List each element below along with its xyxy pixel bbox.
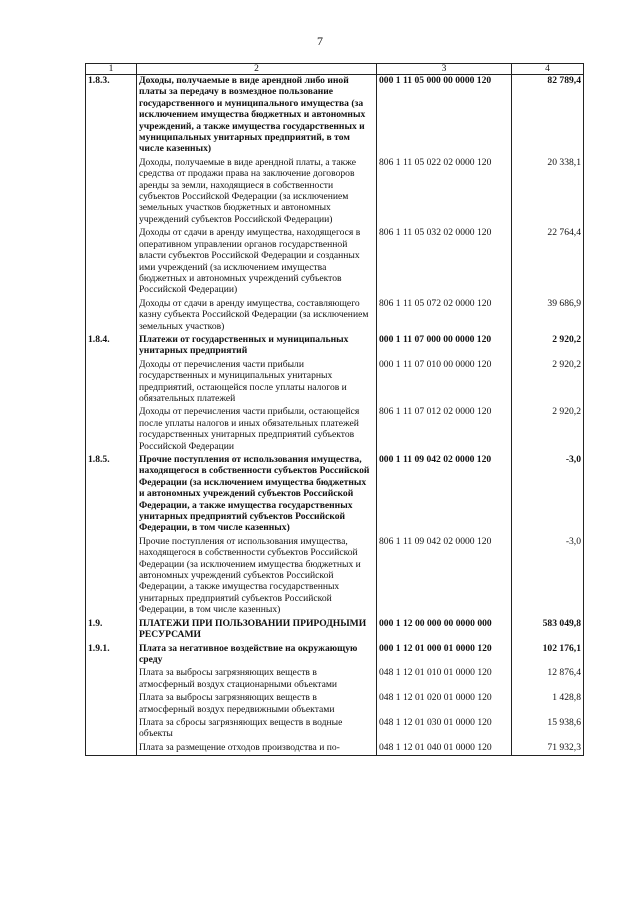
row-code-cell: 806 1 11 09 042 02 0000 120 <box>377 536 512 618</box>
row-code-cell: 000 1 11 07 000 00 0000 120 <box>377 334 512 359</box>
table-row <box>86 536 584 618</box>
table-row <box>86 406 584 454</box>
row-number-cell: 1.9.1. <box>86 643 137 668</box>
table-row <box>86 692 584 717</box>
row-description-cell: Прочие поступления от использования имущества, находящегося в собственности субъектов Российской Федерации (за исключением имущества бюджетных и автономных учреждений субъектов Российской Федерации, а также имущества государственных унитарных предприятий субъектов Российской Федерации, в том числе казенных) <box>137 454 377 536</box>
row-number-cell: 1.9. <box>86 618 137 643</box>
row-description-cell: Доходы от сдачи в аренду имущества, составляющего казну субъекта Российской Федерации (за исключением земельных участков) <box>137 298 377 334</box>
header-column-4: 4 <box>512 64 584 75</box>
row-code-cell: 048 1 12 01 030 01 0000 120 <box>377 717 512 742</box>
row-description-cell: Доходы, получаемые в виде арендной либо иной платы за передачу в возмездное пользование государственного и муниципального имущества (за исключением имущества бюджетных и автономных учреждений, а также имущества государственных и муниципальных унитарных предприятий, в том числе казенных) <box>137 75 377 157</box>
row-number-cell: 1.8.3. <box>86 75 137 157</box>
row-code-cell: 806 1 11 05 072 02 0000 120 <box>377 298 512 334</box>
row-number-cell <box>86 717 137 742</box>
row-description-cell: Плата за сбросы загрязняющих веществ в водные объекты <box>137 717 377 742</box>
row-amount-cell: 82 789,4 <box>512 75 584 157</box>
row-code-cell: 048 1 12 01 020 01 0000 120 <box>377 692 512 717</box>
row-code-cell: 000 1 12 01 000 01 0000 120 <box>377 643 512 668</box>
row-description-cell: Платежи от государственных и муниципальных унитарных предприятий <box>137 334 377 359</box>
row-description-cell: Доходы от сдачи в аренду имущества, находящегося в оперативном управлении органов государственной власти субъектов Российской Федерации и созданных ими учреждений (за исключением имущества бюджетных и автономных учреждений субъектов Российской Федерации) <box>137 227 377 297</box>
header-column-2: 2 <box>137 64 377 75</box>
row-amount-cell: 39 686,9 <box>512 298 584 334</box>
table-row <box>86 618 584 643</box>
row-description-cell: Доходы от перечисления части прибыли, остающейся после уплаты налогов и иных обязательных платежей государственных унитарных предприятий субъектов Российской Федерации <box>137 406 377 454</box>
row-code-cell: 048 1 12 01 010 01 0000 120 <box>377 667 512 692</box>
table-body <box>86 75 584 756</box>
row-amount-cell: -3,0 <box>512 536 584 618</box>
row-amount-cell: 15 938,6 <box>512 717 584 742</box>
row-code-cell: 000 1 11 09 042 02 0000 120 <box>377 454 512 536</box>
row-amount-cell: 71 932,3 <box>512 742 584 756</box>
table-row <box>86 298 584 334</box>
table-header-row <box>86 64 584 75</box>
row-code-cell: 000 1 12 00 000 00 0000 000 <box>377 618 512 643</box>
table-row <box>86 75 584 157</box>
row-number-cell <box>86 157 137 227</box>
row-amount-cell: 2 920,2 <box>512 359 584 407</box>
table-row <box>86 334 584 359</box>
table-row <box>86 157 584 227</box>
table-row <box>86 643 584 668</box>
row-description-cell: Доходы от перечисления части прибыли государственных и муниципальных унитарных предприятий, остающейся после уплаты налогов и обязательных платежей <box>137 359 377 407</box>
row-code-cell: 000 1 11 05 000 00 0000 120 <box>377 75 512 157</box>
row-code-cell: 806 1 11 05 032 02 0000 120 <box>377 227 512 297</box>
row-code-cell: 806 1 11 07 012 02 0000 120 <box>377 406 512 454</box>
row-number-cell: 1.8.4. <box>86 334 137 359</box>
table-row <box>86 454 584 536</box>
row-description-cell: Плата за выбросы загрязняющих веществ в атмосферный воздух передвижными объектами <box>137 692 377 717</box>
table-row <box>86 742 584 756</box>
row-code-cell: 048 1 12 01 040 01 0000 120 <box>377 742 512 756</box>
row-amount-cell: -3,0 <box>512 454 584 536</box>
row-description-cell: Плата за выбросы загрязняющих веществ в атмосферный воздух стационарными объектами <box>137 667 377 692</box>
row-number-cell <box>86 406 137 454</box>
row-code-cell: 806 1 11 05 022 02 0000 120 <box>377 157 512 227</box>
row-number-cell: 1.8.5. <box>86 454 137 536</box>
row-description-cell: ПЛАТЕЖИ ПРИ ПОЛЬЗОВАНИИ ПРИРОДНЫМИ РЕСУРСАМИ <box>137 618 377 643</box>
row-description-cell: Прочие поступления от использования имущества, находящегося в собственности субъектов Российской Федерации (за исключением имущества бюджетных и автономных учреждений субъектов Российской Федерации, а также имущества государственных унитарных предприятий субъектов Российской Федерации, в том числе казенных) <box>137 536 377 618</box>
row-amount-cell: 22 764,4 <box>512 227 584 297</box>
row-number-cell <box>86 667 137 692</box>
row-amount-cell: 102 176,1 <box>512 643 584 668</box>
row-amount-cell: 583 049,8 <box>512 618 584 643</box>
row-amount-cell: 1 428,8 <box>512 692 584 717</box>
row-number-cell <box>86 227 137 297</box>
row-description-cell: Плата за размещение отходов производства и по- <box>137 742 377 756</box>
table-row <box>86 717 584 742</box>
row-description-cell: Доходы, получаемые в виде арендной платы, а также средства от продажи права на заключение договоров аренды за земли, находящиеся в собственности субъектов Российской Федерации (за исключением земельных участков бюджетных и автономных учреждений субъектов Российской Федерации) <box>137 157 377 227</box>
header-column-1: 1 <box>86 64 137 75</box>
table-row <box>86 359 584 407</box>
table-header <box>86 64 584 75</box>
row-amount-cell: 20 338,1 <box>512 157 584 227</box>
revenue-table <box>85 63 584 756</box>
header-column-3: 3 <box>377 64 512 75</box>
row-amount-cell: 2 920,2 <box>512 334 584 359</box>
table-row <box>86 667 584 692</box>
row-number-cell <box>86 298 137 334</box>
row-amount-cell: 12 876,4 <box>512 667 584 692</box>
row-code-cell: 000 1 11 07 010 00 0000 120 <box>377 359 512 407</box>
row-number-cell <box>86 359 137 407</box>
row-description-cell: Плата за негативное воздействие на окружающую среду <box>137 643 377 668</box>
page-number: 7 <box>317 34 323 48</box>
table-row <box>86 227 584 297</box>
row-amount-cell: 2 920,2 <box>512 406 584 454</box>
row-number-cell <box>86 742 137 756</box>
row-number-cell <box>86 536 137 618</box>
row-number-cell <box>86 692 137 717</box>
